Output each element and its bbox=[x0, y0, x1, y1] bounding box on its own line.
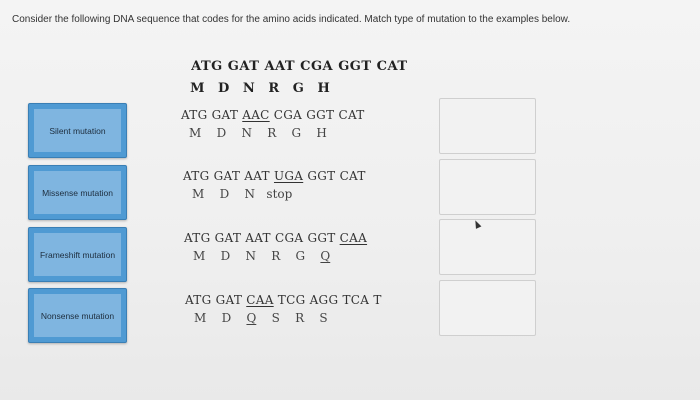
original-amino-acids bbox=[181, 66, 330, 96]
missense-mutation-option[interactable] bbox=[28, 165, 127, 220]
drop-target-3[interactable] bbox=[439, 219, 536, 275]
drop-target-1[interactable] bbox=[439, 98, 536, 154]
amino-acid: D bbox=[218, 81, 230, 96]
option-label: Missense mutation bbox=[42, 187, 113, 198]
codon: GGT bbox=[338, 59, 372, 74]
amino-acid: H bbox=[317, 81, 330, 96]
example-2-codons: ATG GAT AAT UGA GGT CAT bbox=[183, 169, 366, 183]
amino-acid: G bbox=[292, 81, 304, 96]
codon: AAT bbox=[264, 59, 296, 74]
option-label: Frameshift mutation bbox=[39, 249, 116, 260]
option-label: Nonsense mutation bbox=[40, 310, 115, 321]
mutated-codon: AAC bbox=[242, 108, 270, 122]
silent-mutation-option[interactable] bbox=[28, 103, 127, 158]
example-3-codons: ATG GAT AAT CGA GGT CAA bbox=[184, 231, 368, 245]
mutated-codon: UGA bbox=[273, 169, 304, 183]
amino-acid: M bbox=[190, 81, 205, 96]
codon: CGA bbox=[300, 59, 334, 74]
question-instruction: Consider the following DNA sequence that codes for the amino acids indicated. Match type of mutation to the examples below. bbox=[12, 14, 571, 25]
option-label: Silent mutation bbox=[49, 125, 106, 136]
codon: CAT bbox=[376, 59, 408, 74]
drop-target-2[interactable] bbox=[439, 159, 536, 215]
amino-acid: N bbox=[242, 81, 255, 96]
example-3-amino-acids: M D N R G Q bbox=[193, 249, 331, 263]
mutated-codon: CAA bbox=[339, 231, 368, 245]
mutated-codon: CAA bbox=[246, 293, 274, 307]
drop-target-4[interactable] bbox=[439, 280, 536, 336]
codon: ATG bbox=[191, 59, 223, 74]
example-1-amino-acids: M D N R G H bbox=[189, 126, 327, 140]
codon: GAT bbox=[227, 59, 260, 74]
example-4-amino-acids: M D Q S R S bbox=[194, 311, 328, 325]
example-4-codons: ATG GAT CAA TCG AGG TCA T bbox=[185, 293, 382, 307]
example-1-codons: ATG GAT AAC CGA GGT CAT bbox=[181, 108, 365, 122]
nonsense-mutation-option[interactable] bbox=[28, 288, 127, 343]
example-2-amino-acids: M D N stop bbox=[192, 187, 293, 201]
frameshift-mutation-option[interactable] bbox=[28, 227, 127, 282]
amino-acid: R bbox=[268, 81, 280, 96]
